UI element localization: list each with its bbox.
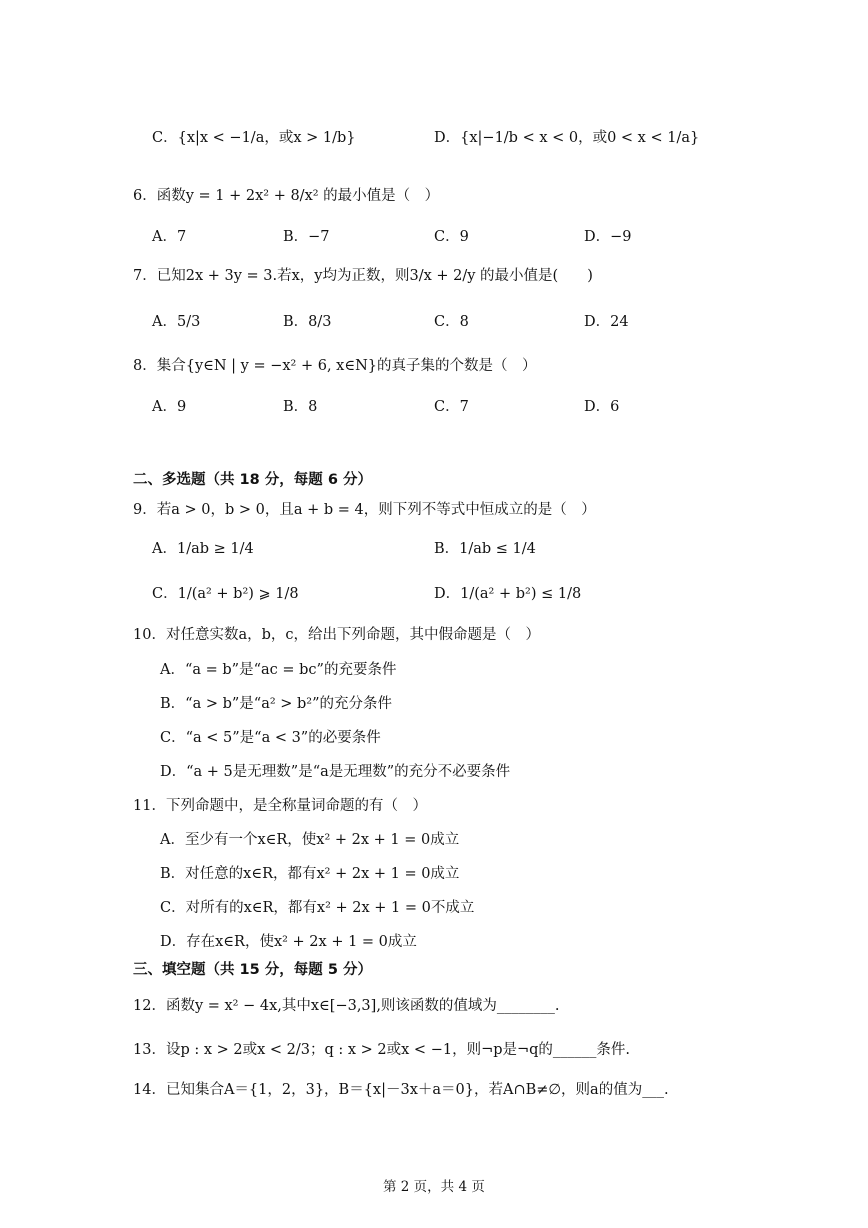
question-7-option-a: A．5/3: [152, 314, 201, 330]
question-7-option-c: C．8: [434, 314, 469, 330]
question-7-stem: 7．已知2x + 3y = 3.若x，y均为正数，则3/x + 2/y 的最小值是( ): [133, 268, 593, 284]
question-7-option-b: B．8/3: [283, 314, 332, 330]
question-9-stem: 9．若a > 0，b > 0，且a + b = 4，则下列不等式中恒成立的是（ ）: [133, 502, 596, 518]
question-6-option-c: C．9: [434, 229, 469, 245]
question-9-option-d: D．1/(a² + b²) ≤ 1/8: [434, 586, 582, 602]
question-9-option-a: A．1/ab ≥ 1/4: [152, 541, 254, 557]
question-5-option-d: D．{x|−1/b < x < 0，或0 < x < 1/a}: [434, 130, 700, 146]
question-10-option-d: D．“a + 5是无理数”是“a是无理数”的充分不必要条件: [160, 764, 511, 780]
question-11-stem: 11．下列命题中，是全称量词命题的有（ ）: [133, 798, 427, 814]
question-10-stem: 10．对任意实数a，b，c，给出下列命题，其中假命题是（ ）: [133, 627, 540, 643]
question-11-option-b: B．对任意的x∈R，都有x² + 2x + 1 = 0成立: [160, 866, 460, 882]
question-9-option-c: C．1/(a² + b²) ⩾ 1/8: [152, 586, 299, 602]
question-10-option-b: B．“a > b”是“a² > b²”的充分条件: [160, 696, 393, 712]
question-11-option-a: A．至少有一个x∈R，使x² + 2x + 1 = 0成立: [160, 832, 460, 848]
question-7-option-d: D．24: [584, 314, 629, 330]
section-3-heading: 三、填空题（共 15 分，每题 5 分）: [133, 962, 372, 978]
question-11-option-c: C．对所有的x∈R，都有x² + 2x + 1 = 0不成立: [160, 900, 475, 916]
question-8-option-a: A．9: [152, 399, 187, 415]
question-11-option-d: D．存在x∈R，使x² + 2x + 1 = 0成立: [160, 934, 417, 950]
question-8-option-c: C．7: [434, 399, 469, 415]
question-10-option-a: A．“a = b”是“ac = bc”的充要条件: [160, 662, 397, 678]
question-14-stem: 14．已知集合A＝{1，2，3}，B＝{x|－3x＋a＝0}，若A∩B≠∅，则a的值为___.: [133, 1082, 669, 1098]
question-9-option-b: B．1/ab ≤ 1/4: [434, 541, 536, 557]
question-6-option-b: B．−7: [283, 229, 330, 245]
question-6-option-d: D．−9: [584, 229, 632, 245]
question-8-option-d: D．6: [584, 399, 620, 415]
section-2-heading: 二、多选题（共 18 分，每题 6 分）: [133, 472, 372, 488]
page-footer: 第 2 页，共 4 页: [383, 1179, 485, 1195]
question-6-option-a: A．7: [152, 229, 187, 245]
question-8-stem: 8．集合{y∈N | y = −x² + 6, x∈N}的真子集的个数是（ ）: [133, 358, 537, 374]
question-5-option-c: C．{x|x < −1/a，或x > 1/b}: [152, 130, 356, 146]
question-6-stem: 6．函数y = 1 + 2x² + 8/x² 的最小值是（ ）: [133, 188, 440, 204]
question-13-stem: 13．设p : x > 2或x < 2/3；q : x > 2或x < −1，则¬p是¬q的______条件.: [133, 1042, 631, 1058]
question-10-option-c: C．“a < 5”是“a < 3”的必要条件: [160, 730, 381, 746]
question-12-stem: 12．函数y = x² − 4x,其中x∈[−3,3],则该函数的值域为________.: [133, 998, 560, 1014]
question-8-option-b: B．8: [283, 399, 318, 415]
